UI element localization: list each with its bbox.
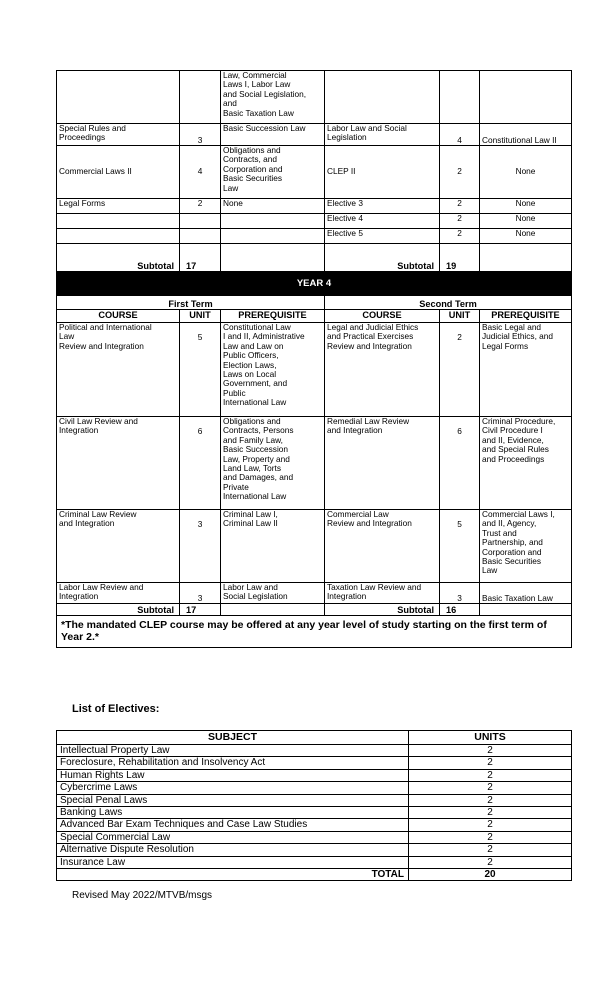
elective-row: [57, 769, 572, 781]
unit-cell: 4: [180, 146, 221, 199]
course-cell: Special Rules and Proceedings: [57, 124, 180, 146]
unit-cell: 2: [180, 199, 221, 214]
prerequisite-header: PREREQUISITE: [480, 310, 572, 323]
unit-cell: 3: [180, 583, 221, 604]
course-cell: Legal Forms: [57, 199, 180, 214]
prerequisite-cell: None: [480, 146, 572, 199]
prerequisite-cell: Basic Succession Law: [221, 124, 325, 146]
unit-cell: 2: [440, 229, 480, 244]
table-row: [57, 146, 572, 199]
subtotal-label: Subtotal: [325, 604, 440, 616]
unit-cell: 2: [440, 214, 480, 229]
revision-note: Revised May 2022/MTVB/msgs: [72, 890, 213, 901]
elective-subject: Special Penal Laws: [57, 794, 409, 806]
unit-cell: 6: [180, 417, 221, 510]
unit-cell: 5: [180, 323, 221, 417]
elective-subject: Insurance Law: [57, 856, 409, 868]
electives-heading: List of Electives:: [72, 703, 160, 715]
unit-cell: 2: [440, 146, 480, 199]
elective-subject: Advanced Bar Exam Techniques and Case Law Studies: [57, 819, 409, 831]
clep-note: *The mandated CLEP course may be offered at any year level of study starting on the first term of Year 2.*: [57, 616, 572, 648]
course-cell: Elective 4: [325, 214, 440, 229]
empty-cell: [480, 244, 572, 272]
elective-row: [57, 757, 572, 769]
unit-cell: 3: [180, 124, 221, 146]
unit-cell: [180, 229, 221, 244]
elective-subject: Cybercrime Laws: [57, 782, 409, 794]
prerequisite-cell: [221, 229, 325, 244]
electives-table: [56, 730, 572, 881]
subtotal-label: Subtotal: [57, 244, 180, 272]
elective-units: 2: [409, 807, 572, 819]
table-row: [57, 417, 572, 510]
course-cell: Civil Law Review and Integration: [57, 417, 180, 510]
course-cell: [325, 71, 440, 124]
year-title: YEAR 4: [57, 272, 572, 296]
course-cell: Remedial Law Review and Integration: [325, 417, 440, 510]
subtotal-value: 19: [440, 244, 480, 272]
course-header: COURSE: [57, 310, 180, 323]
subtotal-value: 17: [180, 604, 221, 616]
unit-cell: 3: [440, 583, 480, 604]
elective-row: [57, 807, 572, 819]
total-value: 20: [409, 869, 572, 881]
table-row: [57, 229, 572, 244]
elective-subject: Intellectual Property Law: [57, 745, 409, 757]
unit-cell: [440, 71, 480, 124]
elective-row: [57, 782, 572, 794]
elective-subject: Human Rights Law: [57, 769, 409, 781]
elective-subject: Foreclosure, Rehabilitation and Insolvency Act: [57, 757, 409, 769]
elective-row: [57, 794, 572, 806]
term-row: [57, 296, 572, 310]
prerequisite-cell: None: [480, 214, 572, 229]
elective-units: 2: [409, 819, 572, 831]
unit-header: UNIT: [180, 310, 221, 323]
course-cell: Legal and Judicial Ethics and Practical Exercises Review and Integration: [325, 323, 440, 417]
prerequisite-cell: Labor Law and Social Legislation: [221, 583, 325, 604]
subtotal-row: [57, 604, 572, 616]
course-cell: Labor Law Review and Integration: [57, 583, 180, 604]
course-cell: CLEP II: [325, 146, 440, 199]
elective-row: [57, 745, 572, 757]
prerequisite-cell: None: [480, 199, 572, 214]
elective-units: 2: [409, 831, 572, 843]
table-row: [57, 199, 572, 214]
empty-cell: [480, 604, 572, 616]
unit-cell: 2: [440, 199, 480, 214]
prerequisite-cell: Criminal Procedure, Civil Procedure I and II, Evidence, and Special Rules and Proceedings: [480, 417, 572, 510]
table-row: [57, 323, 572, 417]
subtotal-row: [57, 244, 572, 272]
unit-cell: [180, 214, 221, 229]
prerequisite-cell: Constitutional Law I and II, Administrative Law and Law on Public Officers, Election Laws, Laws on Local Government, and Public International Law: [221, 323, 325, 417]
electives-header-row: [57, 731, 572, 745]
prerequisite-cell: Obligations and Contracts, Persons and Family Law, Basic Succession Law, Property and Land Law, Torts and Damages, and Private International Law: [221, 417, 325, 510]
elective-row: [57, 856, 572, 868]
empty-cell: [221, 244, 325, 272]
units-header: UNITS: [409, 731, 572, 745]
subtotal-value: 17: [180, 244, 221, 272]
elective-row: [57, 831, 572, 843]
course-cell: Commercial Laws II: [57, 146, 180, 199]
unit-cell: 6: [440, 417, 480, 510]
elective-units: 2: [409, 745, 572, 757]
subject-header: SUBJECT: [57, 731, 409, 745]
elective-units: 2: [409, 769, 572, 781]
prerequisite-cell: Obligations and Contracts, and Corporation and Basic Securities Law: [221, 146, 325, 199]
elective-subject: Alternative Dispute Resolution: [57, 844, 409, 856]
prerequisite-cell: [480, 71, 572, 124]
course-cell: Criminal Law Review and Integration: [57, 510, 180, 583]
empty-cell: [221, 604, 325, 616]
elective-row: [57, 844, 572, 856]
course-cell: [57, 71, 180, 124]
elective-subject: Banking Laws: [57, 807, 409, 819]
note-row: [57, 616, 572, 648]
unit-cell: 3: [180, 510, 221, 583]
table-row: [57, 510, 572, 583]
course-cell: Elective 5: [325, 229, 440, 244]
unit-cell: 2: [440, 323, 480, 417]
subtotal-label: Subtotal: [57, 604, 180, 616]
course-header: COURSE: [325, 310, 440, 323]
prerequisite-cell: Commercial Laws I, and II, Agency, Trust and Partnership, and Corporation and Basic Securities Law: [480, 510, 572, 583]
total-label: TOTAL: [57, 869, 409, 881]
prerequisite-cell: Basic Legal and Judicial Ethics, and Legal Forms: [480, 323, 572, 417]
subtotal-value: 16: [440, 604, 480, 616]
unit-cell: 5: [440, 510, 480, 583]
prerequisite-cell: Criminal Law I, Criminal Law II: [221, 510, 325, 583]
prerequisite-cell: Law, Commercial Laws I, Labor Law and Social Legislation, and Basic Taxation Law: [221, 71, 325, 124]
elective-units: 2: [409, 844, 572, 856]
first-term-label: First Term: [57, 296, 325, 310]
course-cell: Commercial Law Review and Integration: [325, 510, 440, 583]
elective-units: 2: [409, 794, 572, 806]
course-cell: [57, 229, 180, 244]
prerequisite-cell: Constitutional Law II: [480, 124, 572, 146]
prerequisite-cell: [221, 214, 325, 229]
prerequisite-header: PREREQUISITE: [221, 310, 325, 323]
unit-header: UNIT: [440, 310, 480, 323]
course-cell: [57, 214, 180, 229]
course-cell: Political and International Law Review and Integration: [57, 323, 180, 417]
unit-cell: [180, 71, 221, 124]
curriculum-table: [56, 70, 572, 648]
course-cell: Taxation Law Review and Integration: [325, 583, 440, 604]
elective-row: [57, 819, 572, 831]
second-term-label: Second Term: [325, 296, 572, 310]
course-cell: Elective 3: [325, 199, 440, 214]
prerequisite-cell: None: [221, 199, 325, 214]
electives-total-row: [57, 869, 572, 881]
unit-cell: 4: [440, 124, 480, 146]
table-row: [57, 71, 572, 124]
prerequisite-cell: Basic Taxation Law: [480, 583, 572, 604]
prerequisite-cell: None: [480, 229, 572, 244]
year-banner: [57, 272, 572, 296]
table-row: [57, 214, 572, 229]
table-row: [57, 124, 572, 146]
elective-units: 2: [409, 782, 572, 794]
course-cell: Labor Law and Social Legislation: [325, 124, 440, 146]
elective-units: 2: [409, 757, 572, 769]
column-header-row: [57, 310, 572, 323]
elective-subject: Special Commercial Law: [57, 831, 409, 843]
table-row: [57, 583, 572, 604]
elective-units: 2: [409, 856, 572, 868]
subtotal-label: Subtotal: [325, 244, 440, 272]
